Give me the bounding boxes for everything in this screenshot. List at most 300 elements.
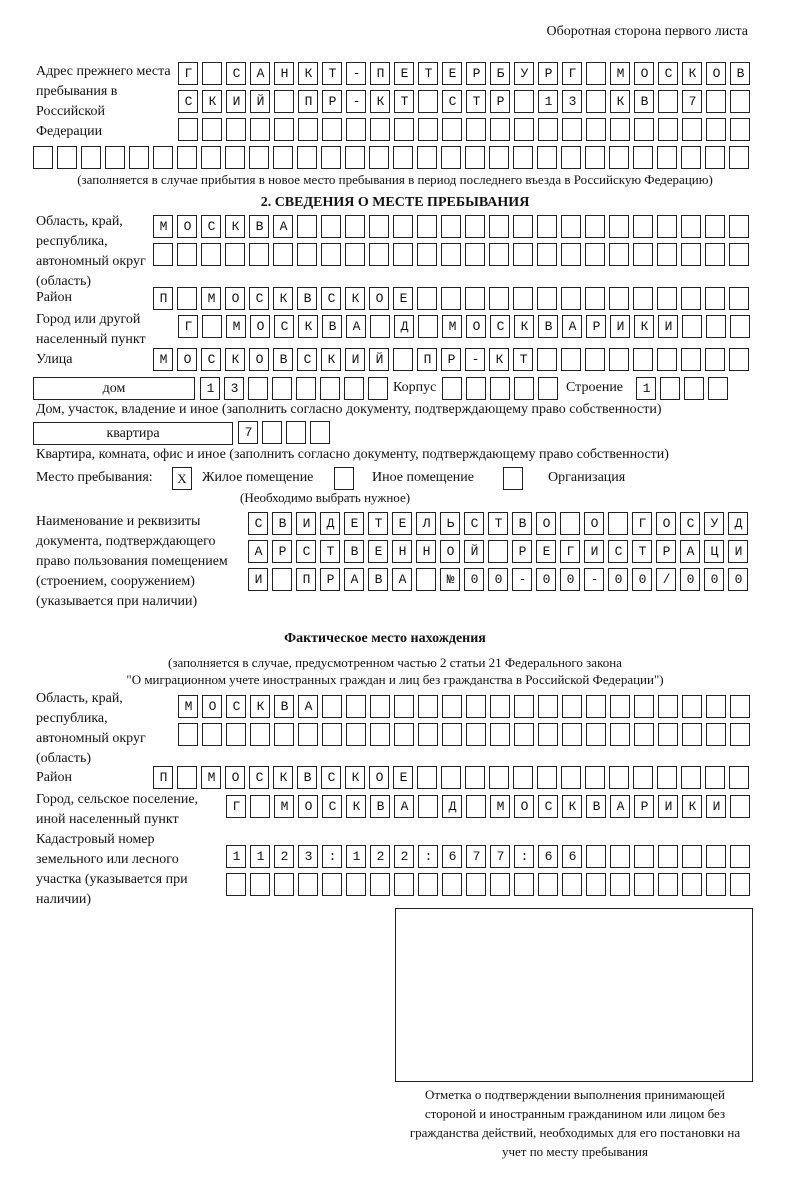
char-cell[interactable] xyxy=(250,723,270,746)
char-cell[interactable] xyxy=(274,90,294,113)
char-cell[interactable] xyxy=(490,315,510,338)
char-cell[interactable] xyxy=(586,695,606,718)
char-cell[interactable] xyxy=(322,723,342,746)
char-cell[interactable] xyxy=(610,795,630,818)
char-cell[interactable] xyxy=(226,62,246,85)
house-type-field[interactable]: дом xyxy=(33,377,195,400)
char-cell[interactable] xyxy=(202,62,222,85)
char-cell[interactable] xyxy=(730,873,750,896)
char-cell[interactable] xyxy=(634,795,654,818)
char-cell[interactable] xyxy=(250,62,270,85)
char-cell[interactable] xyxy=(464,568,484,591)
char-cell[interactable] xyxy=(442,377,462,400)
char-cell[interactable] xyxy=(345,348,365,371)
char-cell[interactable] xyxy=(177,146,197,169)
char-cell[interactable] xyxy=(310,421,330,444)
char-cell[interactable] xyxy=(560,512,580,535)
char-cell[interactable] xyxy=(634,62,654,85)
char-cell[interactable] xyxy=(201,215,221,238)
char-cell[interactable] xyxy=(394,90,414,113)
char-cell[interactable] xyxy=(298,118,318,141)
char-cell[interactable] xyxy=(490,723,510,746)
char-cell[interactable] xyxy=(466,723,486,746)
char-cell[interactable] xyxy=(442,873,462,896)
char-cell[interactable] xyxy=(226,873,246,896)
char-cell[interactable] xyxy=(321,348,341,371)
char-cell[interactable] xyxy=(81,146,101,169)
char-cell[interactable] xyxy=(656,512,676,535)
char-cell[interactable] xyxy=(418,90,438,113)
char-cell[interactable] xyxy=(489,146,509,169)
char-cell[interactable] xyxy=(272,377,292,400)
char-cell[interactable] xyxy=(609,766,629,789)
document-row-2[interactable] xyxy=(248,540,759,563)
char-cell[interactable] xyxy=(466,315,486,338)
char-cell[interactable] xyxy=(585,287,605,310)
char-cell[interactable] xyxy=(320,568,340,591)
char-cell[interactable] xyxy=(706,873,726,896)
char-cell[interactable] xyxy=(584,512,604,535)
char-cell[interactable] xyxy=(706,845,726,868)
char-cell[interactable] xyxy=(706,62,726,85)
char-cell[interactable] xyxy=(392,512,412,535)
char-cell[interactable] xyxy=(514,845,534,868)
char-cell[interactable] xyxy=(514,695,534,718)
char-cell[interactable] xyxy=(538,795,558,818)
char-cell[interactable] xyxy=(248,377,268,400)
char-cell[interactable] xyxy=(706,723,726,746)
char-cell[interactable] xyxy=(490,90,510,113)
char-cell[interactable] xyxy=(272,512,292,535)
char-cell[interactable] xyxy=(658,873,678,896)
char-cell[interactable] xyxy=(418,695,438,718)
char-cell[interactable] xyxy=(321,287,341,310)
char-cell[interactable] xyxy=(202,315,222,338)
cadastral-row-1[interactable] xyxy=(226,845,750,868)
char-cell[interactable] xyxy=(514,873,534,896)
char-cell[interactable] xyxy=(538,62,558,85)
char-cell[interactable] xyxy=(704,512,724,535)
char-cell[interactable] xyxy=(537,146,557,169)
char-cell[interactable] xyxy=(393,146,413,169)
char-cell[interactable] xyxy=(442,723,462,746)
char-cell[interactable] xyxy=(416,540,436,563)
char-cell[interactable] xyxy=(704,568,724,591)
char-cell[interactable] xyxy=(346,695,366,718)
char-cell[interactable] xyxy=(585,766,605,789)
char-cell[interactable] xyxy=(465,243,485,266)
char-cell[interactable] xyxy=(442,315,462,338)
char-cell[interactable] xyxy=(201,287,221,310)
char-cell[interactable] xyxy=(729,146,749,169)
char-cell[interactable] xyxy=(560,568,580,591)
char-cell[interactable] xyxy=(730,90,750,113)
char-cell[interactable] xyxy=(632,540,652,563)
char-cell[interactable] xyxy=(562,315,582,338)
char-cell[interactable] xyxy=(177,766,197,789)
char-cell[interactable] xyxy=(178,695,198,718)
char-cell[interactable] xyxy=(369,243,389,266)
char-cell[interactable] xyxy=(272,568,292,591)
char-cell[interactable] xyxy=(296,512,316,535)
char-cell[interactable] xyxy=(610,118,630,141)
char-cell[interactable] xyxy=(250,315,270,338)
char-cell[interactable] xyxy=(658,695,678,718)
char-cell[interactable] xyxy=(417,766,437,789)
char-cell[interactable] xyxy=(513,243,533,266)
char-cell[interactable] xyxy=(394,873,414,896)
char-cell[interactable] xyxy=(418,62,438,85)
char-cell[interactable] xyxy=(682,62,702,85)
char-cell[interactable] xyxy=(514,315,534,338)
char-cell[interactable] xyxy=(705,146,725,169)
char-cell[interactable] xyxy=(490,62,510,85)
char-cell[interactable] xyxy=(321,766,341,789)
char-cell[interactable] xyxy=(392,540,412,563)
char-cell[interactable] xyxy=(320,540,340,563)
char-cell[interactable] xyxy=(608,540,628,563)
char-cell[interactable] xyxy=(633,146,653,169)
char-cell[interactable] xyxy=(201,243,221,266)
char-cell[interactable] xyxy=(368,377,388,400)
char-cell[interactable] xyxy=(272,540,292,563)
char-cell[interactable] xyxy=(465,215,485,238)
char-cell[interactable] xyxy=(682,90,702,113)
char-cell[interactable] xyxy=(322,873,342,896)
char-cell[interactable] xyxy=(442,62,462,85)
option-other-premises-checkbox[interactable] xyxy=(334,467,354,490)
char-cell[interactable] xyxy=(561,146,581,169)
char-cell[interactable] xyxy=(610,845,630,868)
char-cell[interactable] xyxy=(632,568,652,591)
char-cell[interactable] xyxy=(418,845,438,868)
char-cell[interactable] xyxy=(633,766,653,789)
char-cell[interactable] xyxy=(441,146,461,169)
char-cell[interactable] xyxy=(178,723,198,746)
char-cell[interactable] xyxy=(464,540,484,563)
char-cell[interactable] xyxy=(730,723,750,746)
char-cell[interactable] xyxy=(562,795,582,818)
char-cell[interactable] xyxy=(370,873,390,896)
street-row[interactable] xyxy=(153,348,749,371)
char-cell[interactable] xyxy=(393,287,413,310)
char-cell[interactable] xyxy=(538,118,558,141)
char-cell[interactable] xyxy=(656,540,676,563)
char-cell[interactable] xyxy=(586,90,606,113)
char-cell[interactable] xyxy=(634,845,654,868)
char-cell[interactable] xyxy=(322,315,342,338)
char-cell[interactable] xyxy=(250,795,270,818)
char-cell[interactable] xyxy=(538,377,558,400)
char-cell[interactable] xyxy=(177,243,197,266)
char-cell[interactable] xyxy=(680,540,700,563)
char-cell[interactable] xyxy=(273,146,293,169)
char-cell[interactable] xyxy=(442,845,462,868)
char-cell[interactable] xyxy=(657,243,677,266)
char-cell[interactable] xyxy=(514,723,534,746)
char-cell[interactable] xyxy=(586,315,606,338)
previous-address-row-2[interactable] xyxy=(178,90,750,113)
char-cell[interactable] xyxy=(632,512,652,535)
char-cell[interactable] xyxy=(680,512,700,535)
char-cell[interactable] xyxy=(226,845,246,868)
char-cell[interactable] xyxy=(226,118,246,141)
char-cell[interactable] xyxy=(153,215,173,238)
char-cell[interactable] xyxy=(584,540,604,563)
char-cell[interactable] xyxy=(586,845,606,868)
char-cell[interactable] xyxy=(466,695,486,718)
char-cell[interactable] xyxy=(322,118,342,141)
char-cell[interactable] xyxy=(248,540,268,563)
char-cell[interactable] xyxy=(418,723,438,746)
char-cell[interactable] xyxy=(610,90,630,113)
char-cell[interactable] xyxy=(512,540,532,563)
char-cell[interactable] xyxy=(394,315,414,338)
char-cell[interactable] xyxy=(225,287,245,310)
char-cell[interactable] xyxy=(153,243,173,266)
char-cell[interactable] xyxy=(562,90,582,113)
char-cell[interactable] xyxy=(609,146,629,169)
char-cell[interactable] xyxy=(297,146,317,169)
char-cell[interactable] xyxy=(730,845,750,868)
char-cell[interactable] xyxy=(394,845,414,868)
char-cell[interactable] xyxy=(634,695,654,718)
char-cell[interactable] xyxy=(537,766,557,789)
char-cell[interactable] xyxy=(441,348,461,371)
char-cell[interactable] xyxy=(705,287,725,310)
char-cell[interactable] xyxy=(370,62,390,85)
char-cell[interactable] xyxy=(706,315,726,338)
char-cell[interactable] xyxy=(466,62,486,85)
char-cell[interactable] xyxy=(708,377,728,400)
char-cell[interactable] xyxy=(538,845,558,868)
char-cell[interactable] xyxy=(416,568,436,591)
char-cell[interactable] xyxy=(346,795,366,818)
char-cell[interactable] xyxy=(657,348,677,371)
char-cell[interactable] xyxy=(536,512,556,535)
char-cell[interactable] xyxy=(393,243,413,266)
char-cell[interactable] xyxy=(392,568,412,591)
char-cell[interactable] xyxy=(538,315,558,338)
char-cell[interactable] xyxy=(658,62,678,85)
char-cell[interactable] xyxy=(345,146,365,169)
char-cell[interactable] xyxy=(658,723,678,746)
actual-district-row[interactable] xyxy=(153,766,749,789)
char-cell[interactable] xyxy=(538,873,558,896)
char-cell[interactable] xyxy=(202,90,222,113)
char-cell[interactable] xyxy=(249,215,269,238)
char-cell[interactable] xyxy=(657,766,677,789)
char-cell[interactable] xyxy=(728,540,748,563)
char-cell[interactable] xyxy=(681,348,701,371)
char-cell[interactable] xyxy=(465,287,485,310)
char-cell[interactable] xyxy=(465,766,485,789)
char-cell[interactable] xyxy=(585,243,605,266)
char-cell[interactable] xyxy=(202,723,222,746)
char-cell[interactable] xyxy=(561,348,581,371)
char-cell[interactable] xyxy=(200,377,220,400)
char-cell[interactable] xyxy=(225,348,245,371)
char-cell[interactable] xyxy=(250,873,270,896)
char-cell[interactable] xyxy=(488,568,508,591)
char-cell[interactable] xyxy=(562,723,582,746)
char-cell[interactable] xyxy=(370,315,390,338)
char-cell[interactable] xyxy=(417,215,437,238)
char-cell[interactable] xyxy=(250,695,270,718)
char-cell[interactable] xyxy=(730,118,750,141)
char-cell[interactable] xyxy=(297,348,317,371)
char-cell[interactable] xyxy=(512,568,532,591)
char-cell[interactable] xyxy=(226,695,246,718)
building-row[interactable] xyxy=(636,377,728,400)
char-cell[interactable] xyxy=(249,287,269,310)
char-cell[interactable] xyxy=(346,873,366,896)
char-cell[interactable] xyxy=(177,215,197,238)
char-cell[interactable] xyxy=(490,845,510,868)
char-cell[interactable] xyxy=(298,845,318,868)
char-cell[interactable] xyxy=(489,243,509,266)
char-cell[interactable] xyxy=(466,873,486,896)
char-cell[interactable] xyxy=(370,723,390,746)
char-cell[interactable] xyxy=(466,90,486,113)
char-cell[interactable] xyxy=(729,243,749,266)
house-number-row[interactable] xyxy=(200,377,388,400)
char-cell[interactable] xyxy=(656,568,676,591)
char-cell[interactable] xyxy=(681,766,701,789)
char-cell[interactable] xyxy=(562,118,582,141)
char-cell[interactable] xyxy=(441,287,461,310)
char-cell[interactable] xyxy=(296,540,316,563)
char-cell[interactable] xyxy=(513,348,533,371)
char-cell[interactable] xyxy=(297,215,317,238)
char-cell[interactable] xyxy=(634,118,654,141)
char-cell[interactable] xyxy=(513,287,533,310)
char-cell[interactable] xyxy=(466,795,486,818)
char-cell[interactable] xyxy=(682,795,702,818)
char-cell[interactable] xyxy=(442,795,462,818)
char-cell[interactable] xyxy=(514,795,534,818)
char-cell[interactable] xyxy=(274,723,294,746)
char-cell[interactable] xyxy=(660,377,680,400)
char-cell[interactable] xyxy=(201,766,221,789)
char-cell[interactable] xyxy=(274,62,294,85)
char-cell[interactable] xyxy=(298,723,318,746)
char-cell[interactable] xyxy=(320,377,340,400)
char-cell[interactable] xyxy=(586,62,606,85)
char-cell[interactable] xyxy=(274,845,294,868)
char-cell[interactable] xyxy=(369,287,389,310)
char-cell[interactable] xyxy=(657,287,677,310)
char-cell[interactable] xyxy=(465,348,485,371)
char-cell[interactable] xyxy=(393,348,413,371)
char-cell[interactable] xyxy=(274,795,294,818)
char-cell[interactable] xyxy=(262,421,282,444)
char-cell[interactable] xyxy=(286,421,306,444)
char-cell[interactable] xyxy=(153,287,173,310)
char-cell[interactable] xyxy=(729,287,749,310)
cadastral-row-2[interactable] xyxy=(226,873,750,896)
char-cell[interactable] xyxy=(466,377,486,400)
char-cell[interactable] xyxy=(633,243,653,266)
char-cell[interactable] xyxy=(393,215,413,238)
char-cell[interactable] xyxy=(346,62,366,85)
char-cell[interactable] xyxy=(562,695,582,718)
char-cell[interactable] xyxy=(153,146,173,169)
char-cell[interactable] xyxy=(585,146,605,169)
char-cell[interactable] xyxy=(418,315,438,338)
char-cell[interactable] xyxy=(561,287,581,310)
char-cell[interactable] xyxy=(489,215,509,238)
char-cell[interactable] xyxy=(297,243,317,266)
char-cell[interactable] xyxy=(610,695,630,718)
char-cell[interactable] xyxy=(345,287,365,310)
char-cell[interactable] xyxy=(442,695,462,718)
char-cell[interactable] xyxy=(345,766,365,789)
char-cell[interactable] xyxy=(465,146,485,169)
char-cell[interactable] xyxy=(321,243,341,266)
char-cell[interactable] xyxy=(609,215,629,238)
char-cell[interactable] xyxy=(538,723,558,746)
char-cell[interactable] xyxy=(274,315,294,338)
char-cell[interactable] xyxy=(705,243,725,266)
char-cell[interactable] xyxy=(201,348,221,371)
char-cell[interactable] xyxy=(442,118,462,141)
char-cell[interactable] xyxy=(536,568,556,591)
char-cell[interactable] xyxy=(321,215,341,238)
char-cell[interactable] xyxy=(538,90,558,113)
char-cell[interactable] xyxy=(298,873,318,896)
actual-region-row-2[interactable] xyxy=(178,723,750,746)
char-cell[interactable] xyxy=(177,287,197,310)
char-cell[interactable] xyxy=(322,62,342,85)
char-cell[interactable] xyxy=(226,795,246,818)
char-cell[interactable] xyxy=(585,348,605,371)
char-cell[interactable] xyxy=(418,118,438,141)
char-cell[interactable] xyxy=(370,695,390,718)
char-cell[interactable] xyxy=(322,845,342,868)
char-cell[interactable] xyxy=(440,540,460,563)
char-cell[interactable] xyxy=(322,795,342,818)
char-cell[interactable] xyxy=(681,287,701,310)
char-cell[interactable] xyxy=(418,795,438,818)
char-cell[interactable] xyxy=(705,348,725,371)
char-cell[interactable] xyxy=(466,845,486,868)
region-row-2[interactable] xyxy=(153,243,749,266)
char-cell[interactable] xyxy=(609,243,629,266)
char-cell[interactable] xyxy=(584,568,604,591)
char-cell[interactable] xyxy=(562,62,582,85)
char-cell[interactable] xyxy=(634,873,654,896)
char-cell[interactable] xyxy=(682,873,702,896)
char-cell[interactable] xyxy=(610,873,630,896)
char-cell[interactable] xyxy=(684,377,704,400)
char-cell[interactable] xyxy=(490,795,510,818)
char-cell[interactable] xyxy=(225,215,245,238)
char-cell[interactable] xyxy=(368,540,388,563)
char-cell[interactable] xyxy=(370,795,390,818)
char-cell[interactable] xyxy=(538,695,558,718)
char-cell[interactable] xyxy=(345,243,365,266)
char-cell[interactable] xyxy=(178,315,198,338)
char-cell[interactable] xyxy=(394,695,414,718)
char-cell[interactable] xyxy=(705,215,725,238)
char-cell[interactable] xyxy=(536,540,556,563)
char-cell[interactable] xyxy=(369,766,389,789)
char-cell[interactable] xyxy=(177,348,197,371)
char-cell[interactable] xyxy=(298,62,318,85)
char-cell[interactable] xyxy=(442,90,462,113)
actual-city-row[interactable] xyxy=(226,795,750,818)
